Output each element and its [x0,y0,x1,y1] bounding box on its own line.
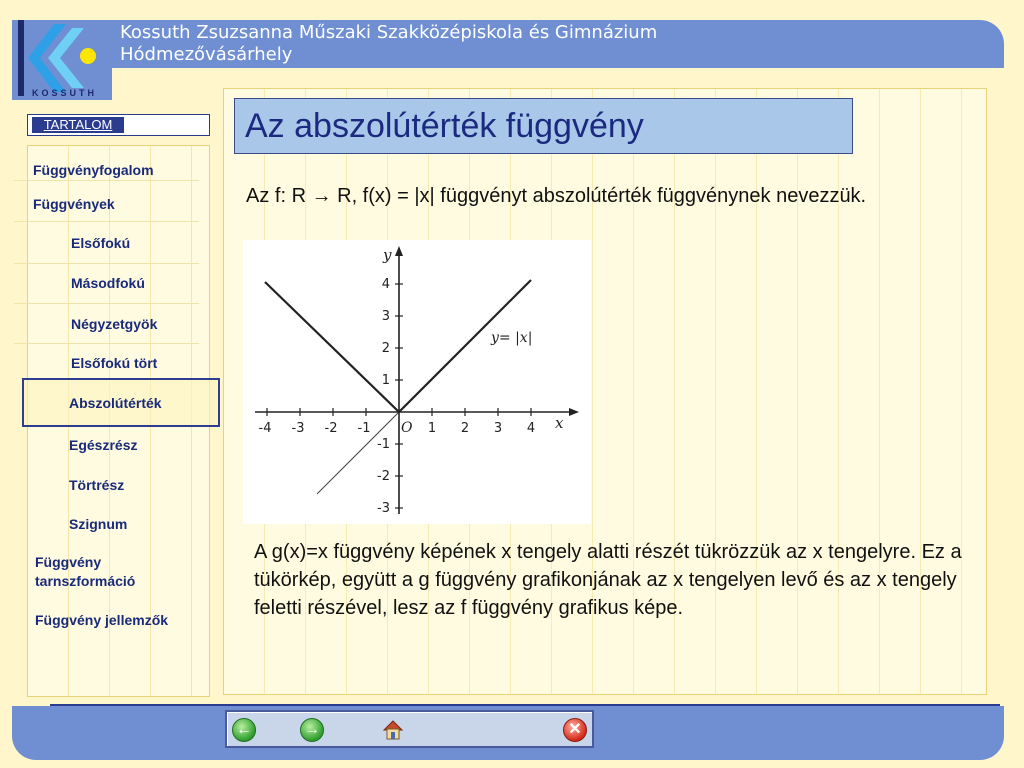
footer-line [50,704,1000,706]
navigation-bar [225,710,594,748]
contents-header[interactable] [27,114,210,136]
abs-function-graph [243,240,591,524]
nav-divider [14,221,199,222]
y-tick-label: -1 [377,437,390,452]
x-tick-label: -2 [324,421,338,436]
sidebar-item-elsofoku-tort[interactable]: Elsőfokú tört [71,355,158,371]
x-axis-arrow [569,408,579,416]
y-axis-arrow [395,246,403,256]
function-label: y= |x| [491,330,533,346]
home-icon [381,718,405,742]
back-icon: ← [236,721,252,738]
school-name: Kossuth Zsuzsanna Műszaki Szakközépiskola és Gimnázium [120,22,658,43]
x-axis-label: x [555,414,564,432]
sidebar-item-fuggveny-transzformacio[interactable]: Függvény tarnszformáció [35,554,136,589]
sidebar-item-elsofoku[interactable]: Elsőfokú [71,235,131,251]
x-tick-label: 3 [493,421,503,436]
sidebar-item-fuggvenyek[interactable]: Függvények [33,196,115,212]
page-title: Az abszolútérték függvény [245,107,644,145]
forward-button[interactable] [300,718,324,742]
sidebar-item-fuggveny-jellemzok[interactable]: Függvény jellemzők [35,612,169,628]
contents-label[interactable]: TARTALOM [32,117,124,133]
back-button[interactable] [232,718,256,742]
nav-divider [14,303,199,304]
y-tick-label: 1 [381,373,390,388]
nav-divider [14,263,199,264]
y-tick-label: -2 [377,469,390,484]
x-tick-label: -1 [357,421,371,436]
y-tick-label: 2 [381,341,390,356]
sidebar-item-masodfoku[interactable]: Másodfokú [71,275,145,291]
home-button[interactable] [381,718,405,742]
x-tick-label: 2 [460,421,470,436]
y-axis-label: y [383,246,392,264]
x-tick-label: 4 [526,421,536,436]
header [0,0,1024,100]
y-tick-label: -3 [377,501,390,516]
sidebar-item-szignum[interactable]: Szignum [69,516,128,532]
school-city: Hódmezővásárhely [120,44,293,65]
forward-icon: → [304,721,320,738]
origin-label: O [401,420,413,436]
sidebar-item-negyzetgyok[interactable]: Négyzetgyök [71,316,158,332]
sidebar-item-fuggvenyfogalom[interactable]: Függvényfogalom [33,162,154,178]
y-tick-label: 3 [381,309,390,324]
x-tick-label: 1 [427,421,437,436]
x-tick-label: -4 [258,421,272,436]
graph-svg [243,240,591,524]
nav-divider [14,343,199,344]
explanation-text: A g(x)=x függvény képének x tengely alatti részét tükrözzük az x tengelyre. Ez a tükörkép, együtt a g függvény grafikonjának az x tengelyen levő és az x tengely feletti részével, lesz az f függvény grafikus képe. [254,541,962,619]
abs-value-graph-line [265,280,531,412]
close-icon: ✕ [568,721,582,738]
title-box [234,98,853,154]
x-tick-label: -3 [291,421,305,436]
nav-divider [14,180,199,181]
definition-text: Az f: R → R, f(x) = |x| függvényt abszolútérték függvénynek nevezzük. [246,185,867,207]
logo-word: KOSSUTH [32,88,98,98]
sidebar-item-abszoluterték[interactable]: Abszolútérték [69,395,162,411]
sidebar-item-tortresz[interactable]: Törtrész [69,477,125,493]
y-tick-label: 4 [381,277,390,292]
sidebar-item-egeszresz[interactable]: Egészrész [69,437,138,453]
close-button[interactable] [563,718,587,742]
